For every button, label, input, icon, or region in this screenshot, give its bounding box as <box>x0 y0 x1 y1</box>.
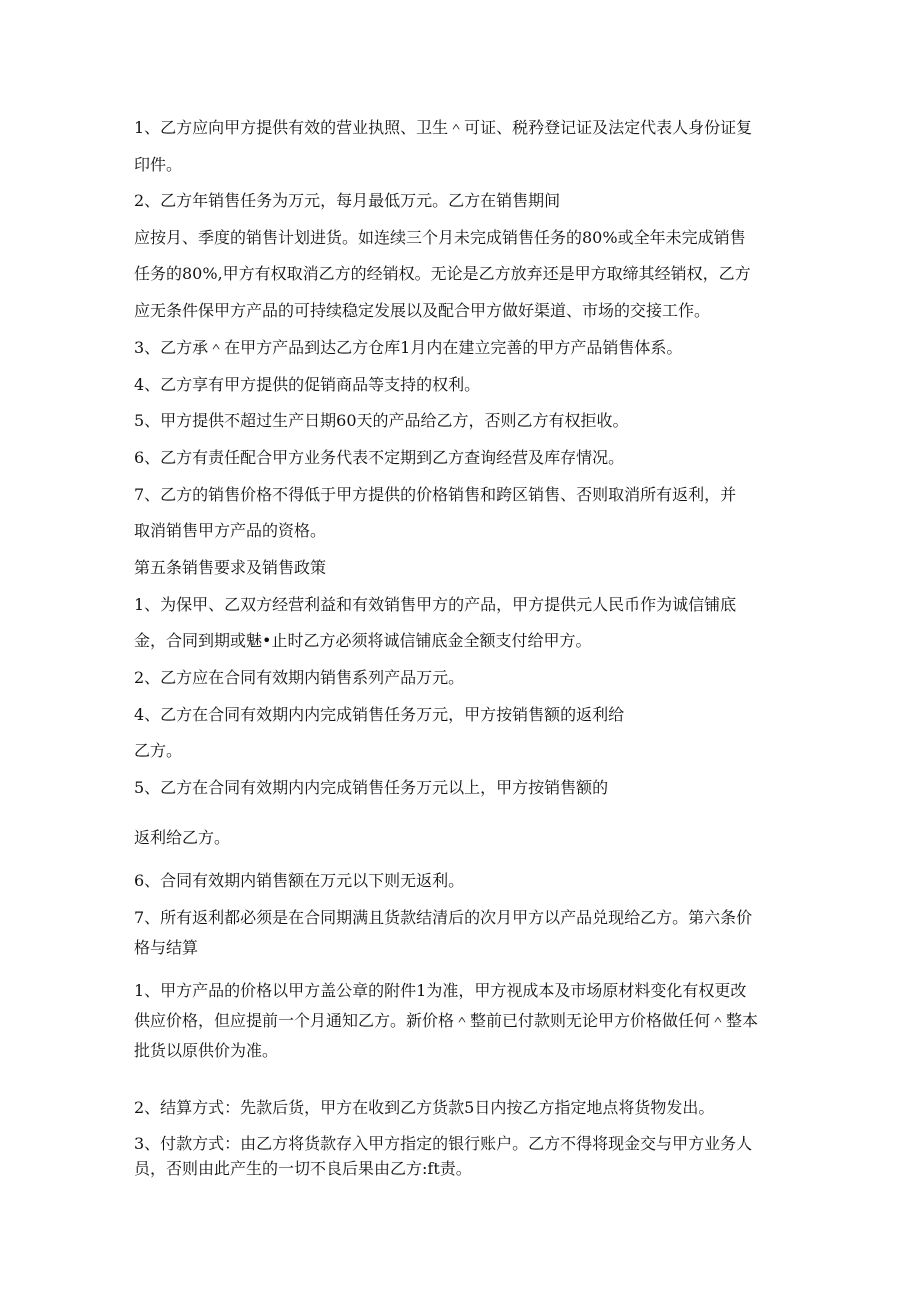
text-line: 供应价格，但应提前一个月通知乙方。新价格＾整前已付款则无论甲方价格做任何＾整本 <box>134 1011 759 1030</box>
text-line: 员，否则由此产生的一切不良后果由乙方:ft责。 <box>134 1159 472 1178</box>
text-line: 任务的80%,甲方有权取消乙方的经销权。无论是乙方放弃还是甲方取缔其经销权，乙方 <box>134 264 751 283</box>
text-line: 2、乙方应在合同有效期内销售系列产品万元。 <box>134 668 465 687</box>
text-line: 2、结算方式：先款后货，甲方在收到乙方货款5日内按乙方指定地点将货物发出。 <box>134 1098 715 1117</box>
text-line: 5、甲方提供不超过生产日期60天的产品给乙方，否则乙方有权拒收。 <box>134 411 629 430</box>
text-line: 1、乙方应向甲方提供有效的营业执照、卫生＾可证、税矜登记证及法定代表人身份证复 <box>134 118 753 137</box>
text-line: 5、乙方在合同有效期内内完成销售任务万元以上，甲方按销售额的 <box>134 778 609 797</box>
text-line: 1、甲方产品的价格以甲方盖公章的附件1为准，甲方视成本及市场原材料变化有权更改 <box>134 981 747 1000</box>
text-line: 6、合同有效期内销售额在万元以下则无返利。 <box>134 871 465 890</box>
text-line: 返利给乙方。 <box>134 828 231 847</box>
text-line: 3、乙方承＾在甲方产品到达乙方仓库1月内在建立完善的甲方产品销售体系。 <box>134 338 683 357</box>
text-line: 6、乙方有责任配合甲方业务代表不定期到乙方查询经营及库存情况。 <box>134 448 625 467</box>
text-line: 7、乙方的销售价格不得低于甲方提供的价格销售和跨区销售、否则取消所有返利，并 <box>134 485 737 504</box>
section-heading: 第五条销售要求及销售政策 <box>134 558 327 577</box>
text-line: 7、所有返利都必须是在合同期满且货款结清后的次月甲方以产品兑现给乙方。第六条价 <box>134 908 753 927</box>
text-line: 金，合同到期或魅•止时乙方必须将诚信铺底金全额支付给甲方。 <box>134 631 592 650</box>
text-line: 1、为保甲、乙双方经营利益和有效销售甲方的产品，甲方提供元人民币作为诚信铺底 <box>134 595 737 614</box>
text-line: 2、乙方年销售任务为万元，每月最低万元。乙方在销售期间 <box>134 191 561 210</box>
text-line: 取消销售甲方产品的资格。 <box>134 521 327 540</box>
text-line: 印件。 <box>134 155 183 174</box>
text-line: 批货以原供价为准。 <box>134 1041 279 1060</box>
text-line: 乙方。 <box>134 741 183 760</box>
text-line: 4、乙方在合同有效期内内完成销售任务万元，甲方按销售额的返利给 <box>134 705 625 724</box>
text-line: 应无条件保甲方产品的可持续稳定发展以及配合甲方做好渠道、市场的交接工作。 <box>134 301 711 320</box>
text-line: 应按月、季度的销售计划进货。如连续三个月未完成销售任务的80%或全年未完成销售 <box>134 228 746 247</box>
text-line: 3、付款方式：由乙方将货款存入甲方指定的银行账户。乙方不得将现金交与甲方业务人 <box>134 1134 753 1153</box>
text-line: 4、乙方享有甲方提供的促销商品等支持的权利。 <box>134 375 481 394</box>
text-line: 格与结算 <box>134 938 199 957</box>
